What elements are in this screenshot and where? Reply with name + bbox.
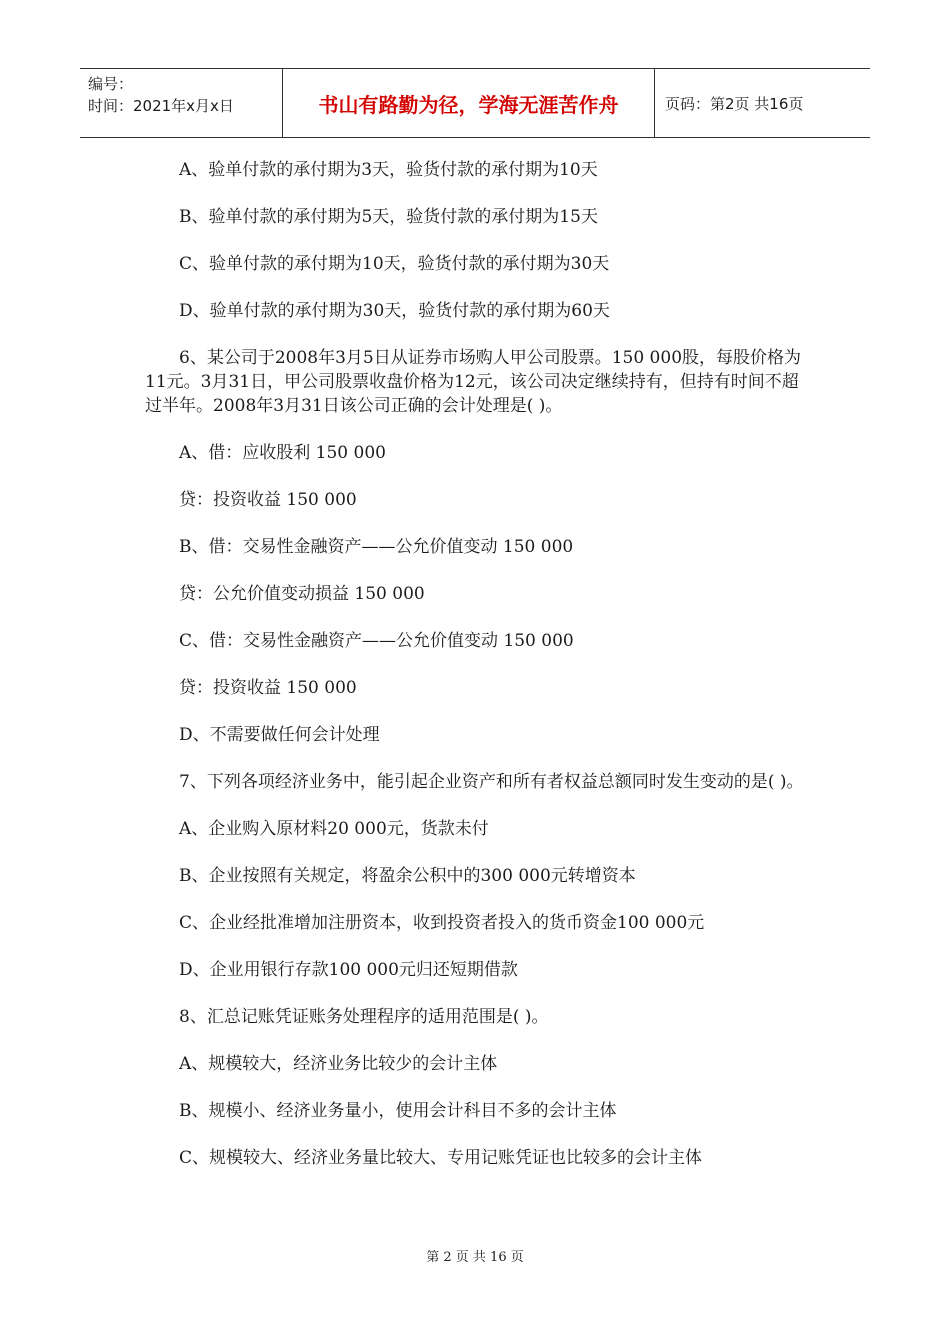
paragraph: 8、汇总记账凭证账务处理程序的适用范围是( )。 [179,1007,549,1027]
paragraph: D、不需要做任何会计处理 [179,725,380,745]
paragraph: B、企业按照有关规定，将盈余公积中的300 000元转增资本 [179,866,636,886]
paragraph: C、验单付款的承付期为10天，验货付款的承付期为30天 [179,254,610,274]
paragraph: C、企业经批准增加注册资本，收到投资者投入的货币资金100 000元 [179,913,705,933]
paragraph: A、借：应收股利 150 000 [179,443,386,463]
paragraph: 贷：投资收益 150 000 [179,490,357,510]
paragraph: A、规模较大，经济业务比较少的会计主体 [179,1054,498,1074]
header-meta [80,69,283,137]
paragraph: B、规模小、经济业务量小，使用会计科目不多的会计主体 [179,1101,617,1121]
header-motto: 书山有路勤为径，学海无涯苦作舟 [283,69,655,137]
paragraph: A、企业购入原材料20 000元，货款未付 [179,819,489,839]
header-number-label: 编号： [88,75,134,93]
paragraph: D、企业用银行存款100 000元归还短期借款 [179,960,518,980]
paragraph: C、借：交易性金融资产——公允价值变动 150 000 [179,631,574,651]
paragraph: D、验单付款的承付期为30天，验货付款的承付期为60天 [179,301,610,321]
paragraph: B、借：交易性金融资产——公允价值变动 150 000 [179,537,574,557]
page-header [80,68,870,138]
paragraph: C、规模较大、经济业务量比较大、专用记账凭证也比较多的会计主体 [179,1148,703,1168]
header-time-label: 时间：2021年x月x日 [88,97,234,115]
paragraph: 贷：公允价值变动损益 150 000 [179,584,425,604]
paragraph: 7、下列各项经济业务中，能引起企业资产和所有者权益总额同时发生变动的是( )。 [179,772,804,792]
page-footer: 第 2 页 共 16 页 [426,1250,524,1265]
paragraph: B、验单付款的承付期为5天，验货付款的承付期为15天 [179,207,598,227]
paragraph: A、验单付款的承付期为3天，验货付款的承付期为10天 [179,160,598,180]
header-page-info: 页码：第2页 共16页 [665,94,804,113]
paragraph: 贷：投资收益 150 000 [179,678,357,698]
paragraph: 6、某公司于2008年3月5日从证券市场购人甲公司股票。150 000股，每股价格为11元。3月31日，甲公司股票收盘价格为12元，该公司决定继续持有，但持有时间不超过半年。2008年3月31日该公司正确的会计处理是( )。 [145,348,802,416]
document-body [145,158,810,1170]
